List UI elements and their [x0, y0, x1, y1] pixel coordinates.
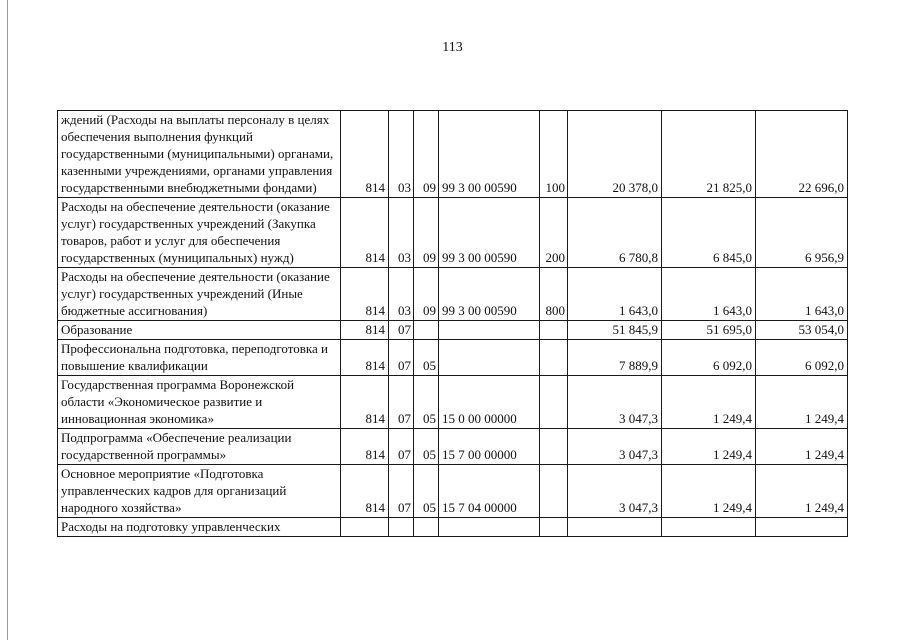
- page-left-edge: [7, 0, 8, 640]
- cell-amount-year-1: 6 780,8: [568, 198, 662, 268]
- row-description: Основное мероприятие «Подготовка управленческих кадров для организаций народного хозяйства»: [58, 465, 341, 518]
- table-row: [58, 465, 848, 518]
- table-row: [58, 518, 848, 537]
- cell-target-article: 15 0 00 00000: [439, 376, 540, 429]
- cell-amount-year-1: 3 047,3: [568, 465, 662, 518]
- cell-section: 07: [389, 321, 414, 340]
- cell-amount-year-1: 51 845,9: [568, 321, 662, 340]
- cell-amount-year-3: 53 054,0: [756, 321, 848, 340]
- cell-grbs: 814: [341, 111, 389, 198]
- cell-expense-type: 200: [540, 198, 568, 268]
- row-description: Подпрограмма «Обеспечение реализации государственной программы»: [58, 429, 341, 465]
- table-row: [58, 376, 848, 429]
- cell-subsection: 09: [414, 111, 439, 198]
- row-description: Образование: [58, 321, 341, 340]
- table-row: [58, 321, 848, 340]
- cell-target-article: 99 3 00 00590: [439, 268, 540, 321]
- cell-amount-year-1: 7 889,9: [568, 340, 662, 376]
- cell-section: [389, 518, 414, 537]
- cell-expense-type: 100: [540, 111, 568, 198]
- cell-amount-year-2: 6 845,0: [662, 198, 756, 268]
- cell-section: 07: [389, 429, 414, 465]
- page-number: 113: [442, 40, 463, 55]
- cell-expense-type: [540, 340, 568, 376]
- cell-grbs: 814: [341, 268, 389, 321]
- cell-expense-type: [540, 518, 568, 537]
- cell-section: 07: [389, 376, 414, 429]
- cell-amount-year-3: 1 249,4: [756, 465, 848, 518]
- cell-grbs: 814: [341, 376, 389, 429]
- table-row: [58, 429, 848, 465]
- cell-expense-type: 800: [540, 268, 568, 321]
- cell-grbs: 814: [341, 321, 389, 340]
- cell-amount-year-3: 6 092,0: [756, 340, 848, 376]
- cell-section: 07: [389, 340, 414, 376]
- table-row: [58, 268, 848, 321]
- row-description: Государственная программа Воронежской области «Экономическое развитие и инновационная экономика»: [58, 376, 341, 429]
- cell-amount-year-3: 1 643,0: [756, 268, 848, 321]
- cell-target-article: [439, 321, 540, 340]
- cell-expense-type: [540, 376, 568, 429]
- cell-amount-year-3: 6 956,9: [756, 198, 848, 268]
- cell-expense-type: [540, 429, 568, 465]
- row-description: Профессиональна подготовка, переподготовка и повышение квалификации: [58, 340, 341, 376]
- cell-section: 03: [389, 198, 414, 268]
- cell-amount-year-3: 1 249,4: [756, 376, 848, 429]
- cell-amount-year-2: 21 825,0: [662, 111, 756, 198]
- cell-target-article: 99 3 00 00590: [439, 111, 540, 198]
- table-row: [58, 111, 848, 198]
- cell-target-article: 99 3 00 00590: [439, 198, 540, 268]
- cell-amount-year-2: 51 695,0: [662, 321, 756, 340]
- cell-amount-year-2: 1 643,0: [662, 268, 756, 321]
- cell-grbs: [341, 518, 389, 537]
- cell-amount-year-2: 1 249,4: [662, 465, 756, 518]
- cell-target-article: [439, 518, 540, 537]
- budget-table: [57, 110, 848, 537]
- cell-subsection: [414, 321, 439, 340]
- row-description: Расходы на обеспечение деятельности (оказание услуг) государственных учреждений (Закупка товаров, работ и услуг для обеспечения государственных (муниципальных) нужд): [58, 198, 341, 268]
- cell-target-article: 15 7 00 00000: [439, 429, 540, 465]
- cell-amount-year-3: 1 249,4: [756, 429, 848, 465]
- row-description: Расходы на обеспечение деятельности (оказание услуг) государственных учреждений (Иные бюджетные ассигнования): [58, 268, 341, 321]
- cell-section: 03: [389, 111, 414, 198]
- cell-grbs: 814: [341, 465, 389, 518]
- cell-grbs: 814: [341, 429, 389, 465]
- cell-subsection: 05: [414, 340, 439, 376]
- cell-target-article: 15 7 04 00000: [439, 465, 540, 518]
- cell-amount-year-2: [662, 518, 756, 537]
- cell-amount-year-2: 1 249,4: [662, 376, 756, 429]
- cell-amount-year-1: 20 378,0: [568, 111, 662, 198]
- cell-amount-year-2: 6 092,0: [662, 340, 756, 376]
- row-description: Расходы на подготовку управленческих: [58, 518, 341, 537]
- cell-section: 03: [389, 268, 414, 321]
- cell-amount-year-2: 1 249,4: [662, 429, 756, 465]
- cell-amount-year-1: 3 047,3: [568, 429, 662, 465]
- cell-amount-year-1: 1 643,0: [568, 268, 662, 321]
- cell-amount-year-3: 22 696,0: [756, 111, 848, 198]
- row-description: ждений (Расходы на выплаты персоналу в целях обеспечения выполнения функций государственными (муниципальными) органами, казенными учреждениями, органами управления государственными внебюджетными фондами): [58, 111, 341, 198]
- cell-grbs: 814: [341, 340, 389, 376]
- cell-subsection: 05: [414, 429, 439, 465]
- cell-amount-year-1: 3 047,3: [568, 376, 662, 429]
- cell-subsection: 05: [414, 376, 439, 429]
- cell-expense-type: [540, 321, 568, 340]
- cell-amount-year-1: [568, 518, 662, 537]
- cell-amount-year-3: [756, 518, 848, 537]
- cell-expense-type: [540, 465, 568, 518]
- cell-subsection: 05: [414, 465, 439, 518]
- cell-subsection: 09: [414, 198, 439, 268]
- cell-grbs: 814: [341, 198, 389, 268]
- table-row: [58, 198, 848, 268]
- cell-section: 07: [389, 465, 414, 518]
- cell-subsection: 09: [414, 268, 439, 321]
- cell-subsection: [414, 518, 439, 537]
- cell-target-article: [439, 340, 540, 376]
- table-row: [58, 340, 848, 376]
